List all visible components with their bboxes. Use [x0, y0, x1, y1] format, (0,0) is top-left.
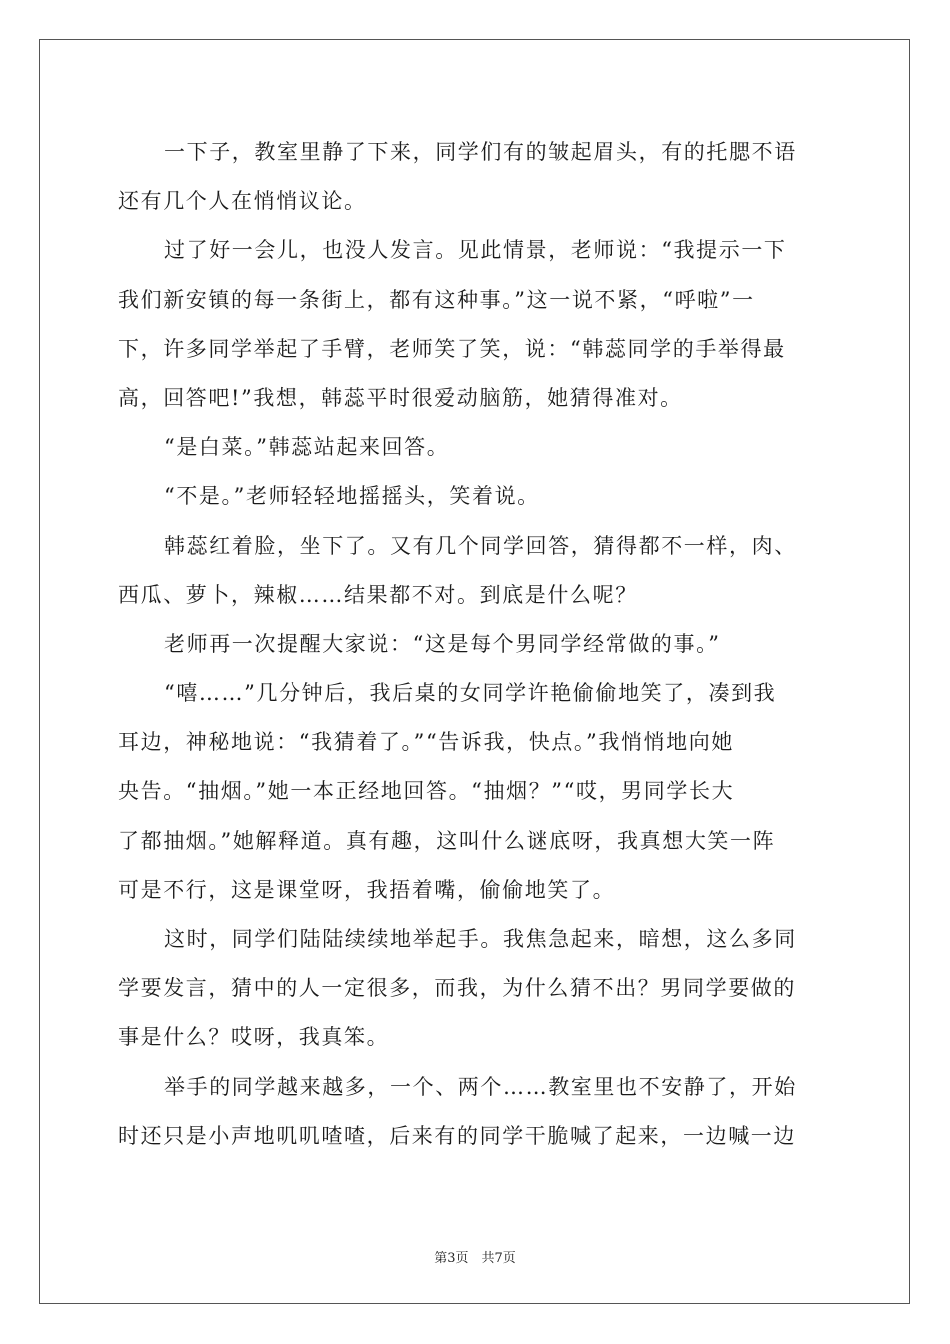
text-line: 这时，同学们陆陆续续地举起手。我焦急起来，暗想，这么多同 — [164, 927, 797, 951]
text-line: 韩蕊红着脸，坐下了。又有几个同学回答，猜得都不一样，肉、 — [164, 533, 797, 558]
document-body — [118, 128, 834, 1161]
text-line: 学要发言，猜中的人一定很多，而我，为什么猜不出？男同学要做的 — [118, 976, 796, 1001]
text-line: 时还只是小声地叽叽喳喳，后来有的同学干脆喊了起来，一边喊一边 — [118, 1123, 796, 1148]
page-number: 第3页 共7页 — [434, 1251, 516, 1266]
text-line: “嘻……”几分钟后，我后桌的女同学许艳偷偷地笑了，凑到我 — [164, 681, 777, 706]
text-line: 过了好一会儿，也没人发言。见此情景，老师说：“我提示一下 — [164, 238, 787, 263]
text-line: 西瓜、萝卜，辣椒……结果都不对。到底是什么呢？ — [118, 582, 638, 607]
text-line: 下，许多同学举起了手臂，老师笑了笑，说：“韩蕊同学的手举得最 — [118, 336, 786, 361]
text-line: 举手的同学越来越多，一个、两个……教室里也不安静了，开始 — [164, 1074, 797, 1099]
text-line: 我们新安镇的每一条街上，都有这种事。”这一说不紧，“呼啦”一 — [118, 287, 755, 312]
text-line: 了都抽烟。”她解释道。真有趣，这叫什么谜底呀，我真想大笑一阵 — [118, 828, 776, 853]
text-line: “不是。”老师轻轻地摇摇头，笑着说。 — [164, 484, 540, 509]
text-line: “是白菜。”韩蕊站起来回答。 — [164, 435, 450, 460]
text-line: 耳边，神秘地说：“我猜着了。”“告诉我，快点。”我悄悄地向她 — [118, 730, 734, 755]
text-line: 还有几个人在悄悄议论。 — [118, 189, 367, 214]
text-line: 可是不行，这是课堂呀，我捂着嘴，偷偷地笑了。 — [118, 877, 616, 902]
text-line: 事是什么？哎呀，我真笨。 — [118, 1025, 390, 1050]
text-line: 老师再一次提醒大家说：“这是每个男同学经常做的事。” — [164, 631, 721, 656]
text-line: 高，回答吧!”我想，韩蕊平时很爱动脑筋，她猜得准对。 — [118, 385, 683, 410]
text-line: 一下子，教室里静了下来，同学们有的皱起眉头，有的托腮不语 — [164, 140, 797, 164]
text-line: 央告。“抽烟。”她一本正经地回答。“抽烟？”“哎，男同学长大 — [118, 779, 735, 804]
